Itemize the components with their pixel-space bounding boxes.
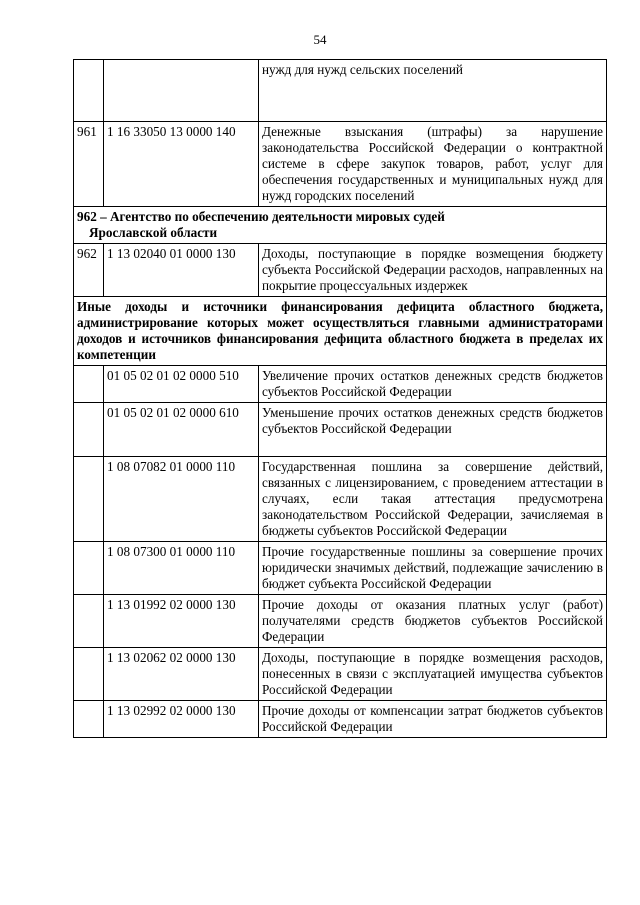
budget-code-cell: 1 13 02040 01 0000 130: [104, 244, 259, 297]
admin-code-cell: [74, 701, 104, 738]
budget-code-cell: [104, 60, 259, 122]
table-row: [74, 244, 607, 297]
admin-code-cell: [74, 648, 104, 701]
section-header: Иные доходы и источники финансирования дефицита областного бюджета, администрирование которых может осуществляться главными администраторами доходов и источников финансирования дефицита областного бюджета в пределах их компетенции: [74, 297, 607, 366]
description-cell: Доходы, поступающие в порядке возмещения бюджету субъекта Российской Федерации расходов, направленных на покрытие процессуальных издержек: [259, 244, 607, 297]
description-cell: Прочие доходы от компенсации затрат бюджетов субъектов Российской Федерации: [259, 701, 607, 738]
budget-code-cell: 1 08 07300 01 0000 110: [104, 542, 259, 595]
admin-code-cell: [74, 595, 104, 648]
admin-code-cell: [74, 542, 104, 595]
page-number: 54: [313, 32, 327, 47]
description-cell: нужд для нужд сельских поселений: [259, 60, 607, 122]
budget-code-cell: 1 13 02062 02 0000 130: [104, 648, 259, 701]
description-cell: Прочие доходы от оказания платных услуг (работ) получателями средств бюджетов субъектов Российской Федерации: [259, 595, 607, 648]
table-row: [74, 403, 607, 457]
table-row: [74, 701, 607, 738]
admin-code-cell: [74, 60, 104, 122]
budget-code-cell: 1 08 07082 01 0000 110: [104, 457, 259, 542]
admin-code-cell: [74, 457, 104, 542]
description-cell: Увеличение прочих остатков денежных средств бюджетов субъектов Российской Федерации: [259, 366, 607, 403]
admin-code-cell: 962: [74, 244, 104, 297]
section-header-row: [74, 207, 607, 244]
budget-code-cell: 1 13 02992 02 0000 130: [104, 701, 259, 738]
budget-code-cell: 1 13 01992 02 0000 130: [104, 595, 259, 648]
table-row: [74, 542, 607, 595]
budget-code-cell: 01 05 02 01 02 0000 610: [104, 403, 259, 457]
table-row: [74, 648, 607, 701]
budget-code-cell: 01 05 02 01 02 0000 510: [104, 366, 259, 403]
table-row: [74, 366, 607, 403]
table-row: [74, 122, 607, 207]
revenue-codes-table: [73, 59, 607, 738]
admin-code-cell: [74, 403, 104, 457]
description-cell: Прочие государственные пошлины за совершение прочих юридически значимых действий, подлежащие зачислению в бюджет субъекта Российской Федерации: [259, 542, 607, 595]
section-header-line2: Ярославской области: [89, 225, 218, 240]
section-header: [74, 207, 607, 244]
table-row: [74, 60, 607, 122]
description-cell: Уменьшение прочих остатков денежных средств бюджетов субъектов Российской Федерации: [259, 403, 607, 457]
description-cell: Денежные взыскания (штрафы) за нарушение законодательства Российской Федерации о контрактной системе в сфере закупок товаров, работ, услуг для обеспечения государственных и муниципальных нужд для нужд городских поселений: [259, 122, 607, 207]
table-row: [74, 595, 607, 648]
description-cell: Государственная пошлина за совершение действий, связанных с лицензированием, с проведением аттестации в случаях, если такая аттестация предусмотрена законодательством Российской Федерации, зачисляемая в бюджеты субъектов Российской Федерации: [259, 457, 607, 542]
section-header-line1: 962 – Агентство по обеспечению деятельности мировых судей: [77, 209, 445, 224]
admin-code-cell: [74, 366, 104, 403]
description-cell: Доходы, поступающие в порядке возмещения расходов, понесенных в связи с эксплуатацией имущества субъектов Российской Федерации: [259, 648, 607, 701]
admin-code-cell: 961: [74, 122, 104, 207]
table-row: [74, 457, 607, 542]
budget-code-cell: 1 16 33050 13 0000 140: [104, 122, 259, 207]
section-header-row: [74, 297, 607, 366]
